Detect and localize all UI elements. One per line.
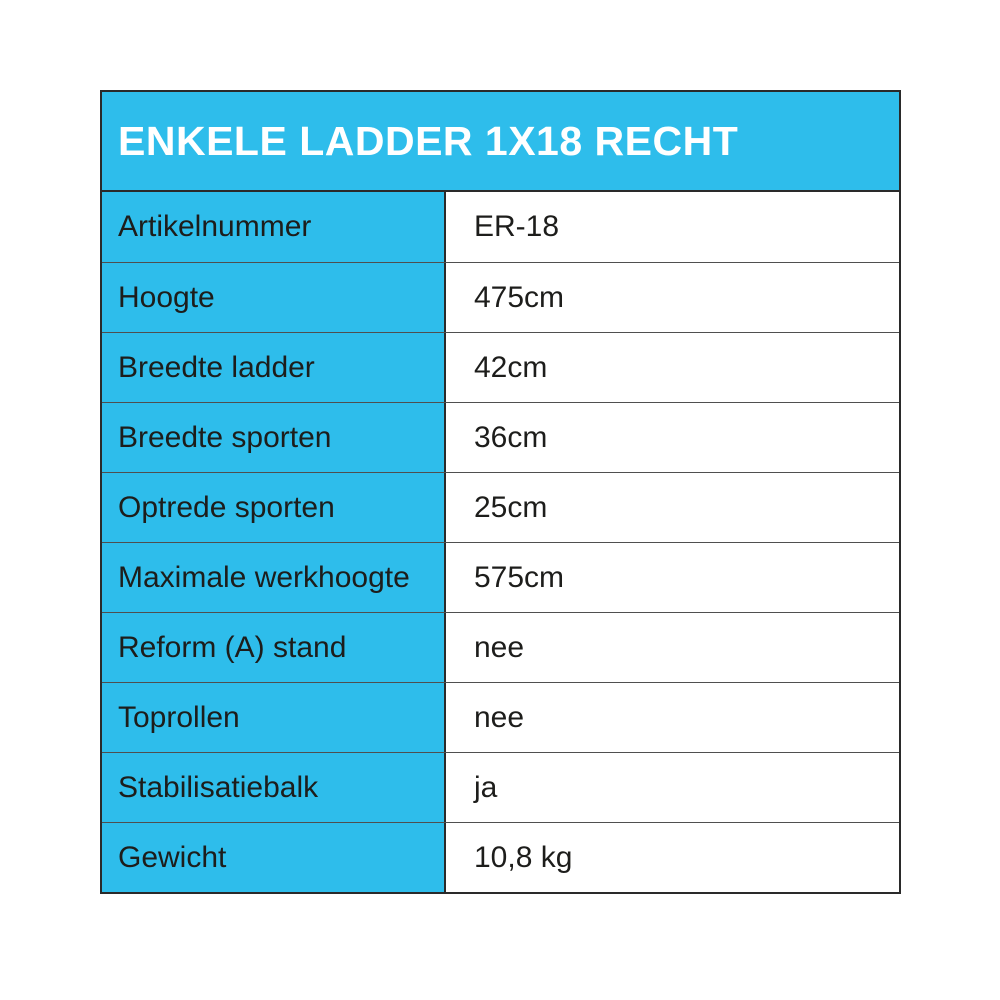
page-title: ENKELE LADDER 1X18 RECHT: [118, 117, 739, 164]
spec-label: Hoogte: [102, 263, 446, 332]
table-row: [102, 752, 899, 822]
spec-value: ER-18: [446, 192, 899, 262]
table-row: [102, 262, 899, 332]
table-row: [102, 542, 899, 612]
table-header: [102, 92, 899, 192]
spec-value: nee: [446, 683, 899, 752]
spec-value: ja: [446, 753, 899, 822]
table-row: [102, 402, 899, 472]
spec-value: 25cm: [446, 473, 899, 542]
spec-label: Reform (A) stand: [102, 613, 446, 682]
table-row: [102, 612, 899, 682]
spec-value: 36cm: [446, 403, 899, 472]
table-row: [102, 822, 899, 892]
spec-label: Breedte ladder: [102, 333, 446, 402]
spec-label: Artikelnummer: [102, 192, 446, 262]
table-row: [102, 472, 899, 542]
spec-label: Gewicht: [102, 823, 446, 892]
spec-label: Maximale werkhoogte: [102, 543, 446, 612]
spec-value: nee: [446, 613, 899, 682]
spec-label: Breedte sporten: [102, 403, 446, 472]
spec-label: Stabilisatiebalk: [102, 753, 446, 822]
spec-value: 42cm: [446, 333, 899, 402]
spec-value: 10,8 kg: [446, 823, 899, 892]
spec-value: 575cm: [446, 543, 899, 612]
table-row: [102, 332, 899, 402]
product-spec-table: [100, 90, 901, 894]
spec-value: 475cm: [446, 263, 899, 332]
table-row: [102, 192, 899, 262]
table-row: [102, 682, 899, 752]
spec-label: Optrede sporten: [102, 473, 446, 542]
spec-label: Toprollen: [102, 683, 446, 752]
